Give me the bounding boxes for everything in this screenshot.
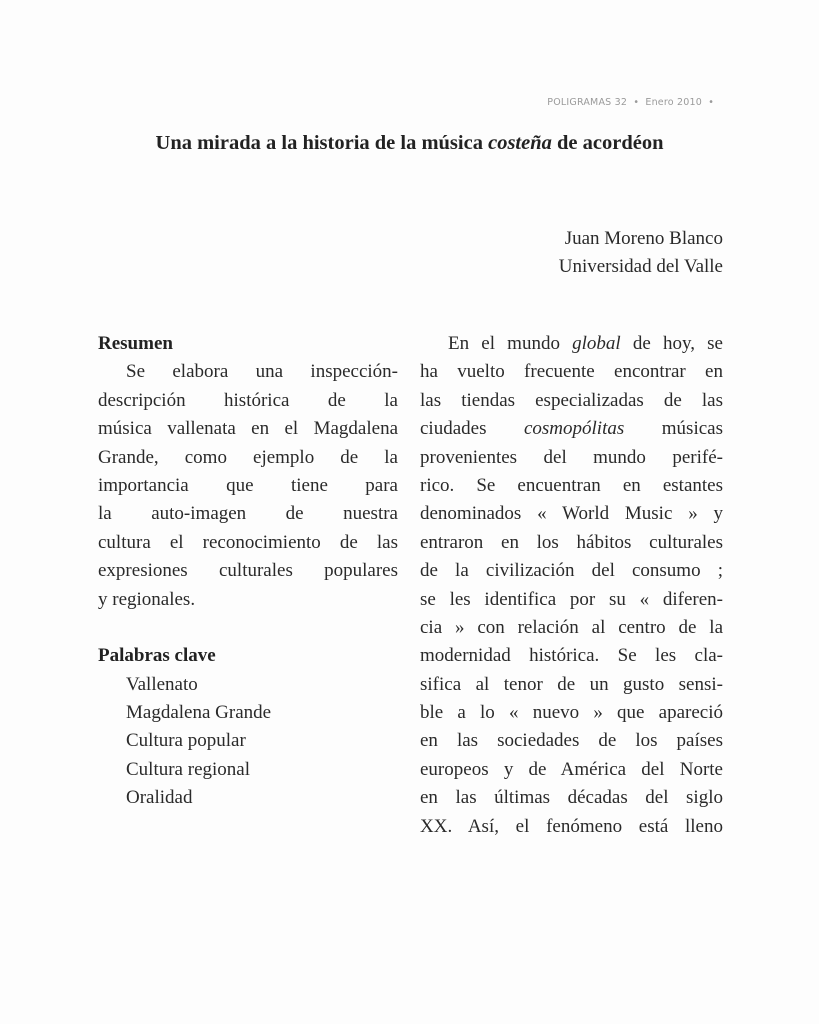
keyword-item: Vallenato [126, 673, 198, 695]
body-line: de la civilización del consumo ; [420, 560, 723, 582]
abstract-line: Se elabora una inspección- [126, 361, 398, 383]
body-line: XX. Así, el fenómeno está lleno [420, 815, 723, 837]
body-line: en las últimas décadas del siglo [420, 787, 723, 809]
keyword-item: Cultura regional [126, 758, 250, 780]
body-italic: cosmopólitas [523, 418, 625, 440]
body-line: provenientes del mundo perifé- [420, 446, 723, 468]
body-text: músicas [624, 418, 723, 440]
body-text: En el mundo [448, 333, 573, 354]
title-part-1: Una mirada a la historia de la música [155, 132, 489, 154]
abstract-line: y regionales. [98, 588, 196, 610]
abstract-line: descripción histórica de la [98, 389, 398, 411]
running-header [547, 97, 717, 108]
body-line: se les identifica por su « diferen- [420, 588, 723, 610]
body-line: entraron en los hábitos culturales [420, 531, 723, 553]
body-line [420, 330, 723, 358]
body-line: denominados « World Music » y [420, 503, 723, 525]
abstract-line: expresiones culturales populares [98, 560, 398, 582]
body-line: en las sociedades de los países [420, 730, 723, 752]
left-column [98, 330, 398, 813]
keyword-item: Cultura popular [126, 730, 246, 752]
author-block [559, 225, 723, 281]
trailing-dot: • [708, 97, 714, 108]
issue-date: Enero 2010 [645, 97, 702, 108]
abstract-line: Grande, como ejemplo de la [98, 446, 398, 468]
body-text: de hoy, se [620, 333, 723, 354]
keyword-item: Oralidad [126, 787, 193, 809]
keyword-item: Magdalena Grande [126, 702, 272, 724]
body-line: cia » con relación al centro de la [420, 616, 723, 638]
body-line: ble a lo « nuevo » que apareció [420, 702, 723, 724]
body-text: ciudades [420, 418, 524, 440]
abstract-line: importancia que tiene para [98, 474, 398, 496]
body-line: las tiendas especializadas de las [420, 389, 723, 411]
title-part-2: de acordéon [551, 132, 664, 154]
journal-name: POLIGRAMAS 32 [547, 97, 628, 108]
body-line: sifica al tenor de un gusto sensi- [420, 673, 723, 695]
abstract-line: cultura el reconocimiento de las [98, 531, 398, 553]
keywords-heading: Palabras clave [98, 645, 216, 667]
abstract-line: la auto-imagen de nuestra [98, 503, 398, 525]
spacer [98, 614, 398, 642]
abstract-heading: Resumen [98, 333, 173, 354]
article-title [0, 132, 819, 155]
author-name: Juan Moreno Blanco [564, 228, 723, 249]
right-column [420, 330, 723, 841]
body-line: rico. Se encuentran en estantes [420, 474, 723, 496]
body-line: modernidad histórica. Se les cla- [420, 645, 723, 667]
body-line: europeos y de América del Norte [420, 758, 723, 780]
body-line: ha vuelto frecuente encontrar en [420, 361, 723, 383]
title-italic: costeña [488, 132, 552, 154]
body-line [420, 415, 723, 443]
abstract-line: música vallenata en el Magdalena [98, 418, 398, 440]
separator-dot: • [633, 97, 640, 108]
author-affiliation: Universidad del Valle [558, 256, 723, 277]
body-italic: global [572, 333, 621, 354]
